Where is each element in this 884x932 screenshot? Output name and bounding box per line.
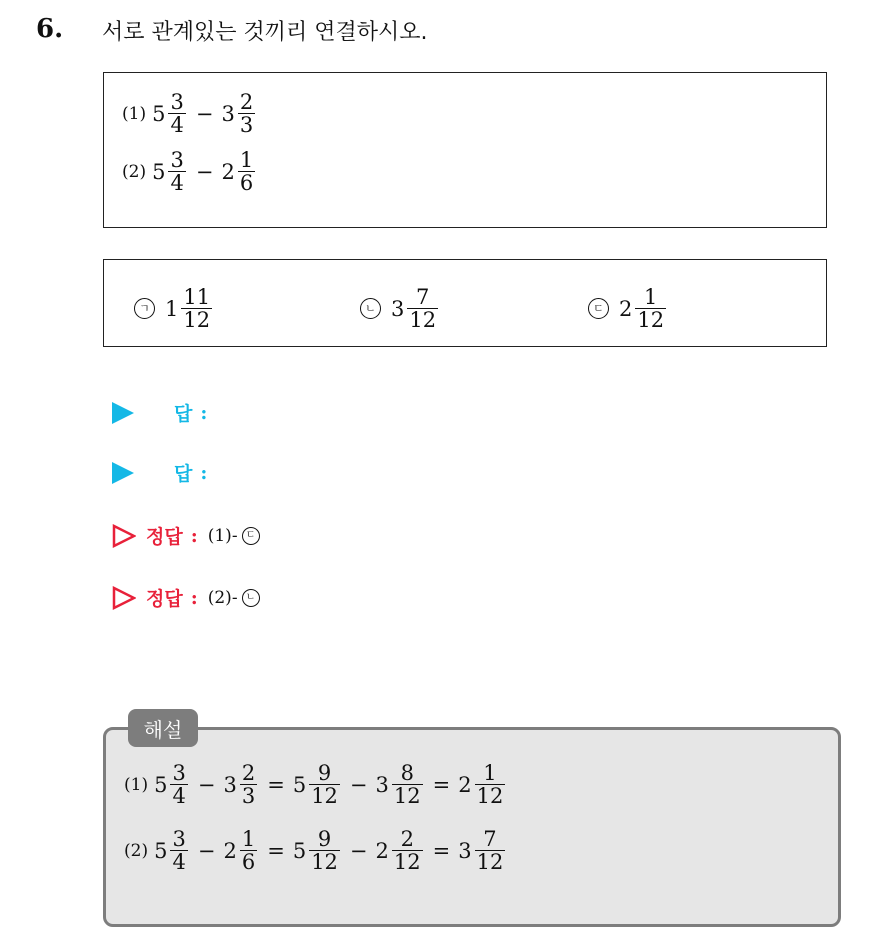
explanation-tag: 해설 [128, 709, 198, 747]
whole-number: 2 [619, 296, 633, 321]
whole-number: 3 [221, 101, 235, 126]
problem-2 [122, 149, 257, 194]
explanation-line-2 [124, 828, 507, 873]
whole-number: 3 [391, 296, 405, 321]
fraction: $\frac{1}{6}$ [241, 827, 256, 875]
minus-sign: − [197, 772, 216, 797]
fraction: $\frac{7}{12}$ [409, 285, 437, 333]
explanation-box [103, 727, 841, 927]
circled-letter-icon: ㄷ [588, 298, 609, 319]
fraction: $\frac{2}{3}$ [241, 761, 256, 809]
whole-number: 2 [375, 838, 389, 863]
play-arrow-icon [112, 402, 134, 424]
answer-colon: : [200, 401, 208, 424]
answer-label: 답 [174, 403, 193, 425]
circled-letter-icon: ㄴ [360, 298, 381, 319]
fraction: $\frac{8}{12}$ [393, 761, 421, 809]
equals-sign: = [267, 838, 285, 863]
problem-label: (2) [122, 161, 147, 182]
correct-row-1 [112, 522, 260, 549]
equals-sign: = [432, 772, 451, 797]
fraction: $\frac{11}{12}$ [183, 285, 211, 333]
correct-colon: : [190, 586, 198, 609]
problem-label: (1) [124, 774, 149, 795]
whole-number: 3 [458, 838, 472, 863]
choices-box [103, 259, 827, 347]
answer-colon: : [200, 461, 208, 484]
choice-b [360, 286, 440, 331]
fraction: $\frac{3}{4}$ [172, 761, 186, 809]
fraction: $\frac{2}{3}$ [239, 90, 254, 138]
fraction: $\frac{1}{12}$ [476, 761, 504, 809]
fraction: $\frac{2}{12}$ [393, 827, 421, 875]
minus-sign: − [349, 838, 368, 863]
problem-1 [122, 91, 257, 136]
play-arrow-icon [112, 462, 134, 484]
fraction: $\frac{9}{12}$ [311, 761, 338, 809]
problem-label: (1) [122, 103, 147, 124]
question-text: 서로 관계있는 것끼리 연결하시오. [102, 20, 428, 45]
answer-text: (2)- [207, 587, 238, 608]
correct-answer-1 [208, 526, 260, 546]
choice-a [134, 286, 214, 331]
correct-row-2 [112, 584, 260, 611]
fraction: $\frac{1}{6}$ [239, 148, 254, 196]
whole-number: 3 [223, 772, 237, 797]
circled-letter-icon: ㄷ [242, 527, 260, 545]
correct-label: 정답 [146, 526, 183, 548]
fraction: $\frac{9}{12}$ [311, 827, 338, 875]
whole-number: 5 [152, 101, 166, 126]
whole-number: 2 [221, 159, 235, 184]
minus-sign: − [195, 101, 214, 126]
answer-label: 답 [174, 463, 193, 485]
whole-number: 5 [154, 838, 168, 863]
whole-number: 5 [292, 838, 307, 863]
whole-number: 2 [458, 772, 472, 797]
problem-label: (2) [124, 840, 149, 861]
correct-label: 정답 [146, 588, 183, 610]
fraction: $\frac{3}{4}$ [170, 148, 184, 196]
whole-number: 2 [223, 838, 237, 863]
whole-number: 1 [165, 296, 179, 321]
minus-sign: − [197, 838, 216, 863]
fraction: $\frac{7}{12}$ [476, 827, 504, 875]
fraction: $\frac{3}{4}$ [172, 827, 186, 875]
problem-box [103, 72, 827, 228]
whole-number: 5 [292, 772, 307, 797]
circled-letter-icon: ㄴ [242, 589, 260, 607]
equals-sign: = [432, 838, 451, 863]
whole-number: 5 [152, 159, 166, 184]
fraction: $\frac{1}{12}$ [637, 285, 665, 333]
equals-sign: = [267, 772, 285, 797]
minus-sign: − [349, 772, 368, 797]
fraction: $\frac{3}{4}$ [170, 90, 184, 138]
minus-sign: − [195, 159, 214, 184]
circled-letter-icon: ㄱ [134, 298, 155, 319]
whole-number: 5 [154, 772, 168, 797]
question-number: 6. [36, 14, 64, 44]
choice-c [588, 286, 668, 331]
whole-number: 3 [375, 772, 389, 797]
outline-arrow-icon [112, 586, 136, 610]
answer-row-1 [112, 399, 207, 426]
answer-text: (1)- [207, 525, 238, 546]
explanation-line-1 [124, 762, 507, 807]
answer-row-2 [112, 459, 207, 486]
correct-colon: : [190, 524, 198, 547]
outline-arrow-icon [112, 524, 136, 548]
correct-answer-2 [208, 588, 260, 608]
